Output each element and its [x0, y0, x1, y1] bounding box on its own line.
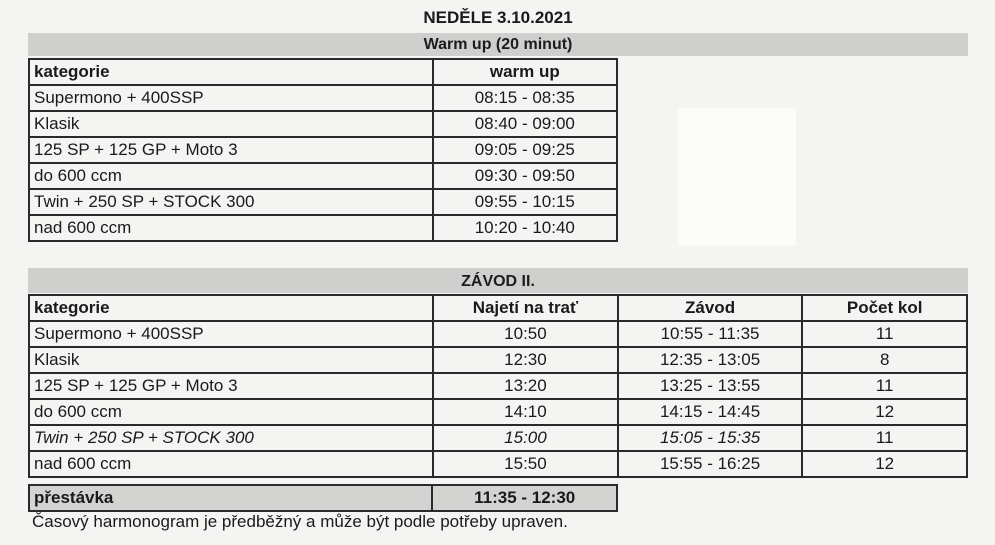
warmup-header-time: warm up	[433, 59, 617, 85]
laps-cell: 8	[802, 347, 967, 373]
break-time: 11:35 - 12:30	[432, 485, 617, 511]
category-cell: Supermono + 400SSP	[29, 321, 433, 347]
track-entry-cell: 13:20	[433, 373, 618, 399]
time-cell: 10:20 - 10:40	[433, 215, 617, 241]
time-cell: 08:40 - 09:00	[433, 111, 617, 137]
race-time-cell: 12:35 - 13:05	[618, 347, 803, 373]
footer-note: Časový harmonogram je předběžný a může být podle potřeby upraven.	[32, 512, 568, 531]
category-cell: do 600 ccm	[29, 399, 433, 425]
category-cell: do 600 ccm	[29, 163, 433, 189]
table-row	[29, 163, 617, 189]
table-row	[29, 111, 617, 137]
time-cell: 09:55 - 10:15	[433, 189, 617, 215]
table-row	[29, 425, 967, 451]
race-header-row	[29, 295, 967, 321]
track-entry-cell: 15:50	[433, 451, 618, 477]
race-time-cell: 14:15 - 14:45	[618, 399, 803, 425]
category-cell: nad 600 ccm	[29, 451, 433, 477]
track-entry-cell: 10:50	[433, 321, 618, 347]
warmup-header-category: kategorie	[29, 59, 433, 85]
track-entry-cell: 15:00	[433, 425, 618, 451]
break-row	[29, 485, 617, 511]
category-cell: 125 SP + 125 GP + Moto 3	[29, 137, 433, 163]
laps-cell: 11	[802, 321, 967, 347]
race-table	[28, 294, 968, 478]
laps-cell: 11	[802, 373, 967, 399]
track-entry-cell: 12:30	[433, 347, 618, 373]
laps-cell: 12	[802, 399, 967, 425]
category-cell: nad 600 ccm	[29, 215, 433, 241]
day-title: NEDĚLE 3.10.2021	[423, 8, 573, 27]
time-cell: 08:15 - 08:35	[433, 85, 617, 111]
break-label: přestávka	[29, 485, 432, 511]
race-time-cell: 13:25 - 13:55	[618, 373, 803, 399]
time-cell: 09:05 - 09:25	[433, 137, 617, 163]
race-time-cell: 15:05 - 15:35	[618, 425, 803, 451]
table-row	[29, 399, 967, 425]
category-cell: Twin + 250 SP + STOCK 300	[29, 425, 433, 451]
category-cell: 125 SP + 125 GP + Moto 3	[29, 373, 433, 399]
warmup-table	[28, 58, 618, 242]
category-cell: Klasik	[29, 111, 433, 137]
warmup-band: Warm up (20 minut)	[28, 33, 968, 56]
table-row	[29, 215, 617, 241]
race-header-track-entry: Najetí na trať	[433, 295, 618, 321]
blank-patch	[678, 108, 796, 246]
race-time-cell: 15:55 - 16:25	[618, 451, 803, 477]
track-entry-cell: 14:10	[433, 399, 618, 425]
category-cell: Klasik	[29, 347, 433, 373]
table-row	[29, 189, 617, 215]
race-time-cell: 10:55 - 11:35	[618, 321, 803, 347]
laps-cell: 11	[802, 425, 967, 451]
table-row	[29, 373, 967, 399]
category-cell: Twin + 250 SP + STOCK 300	[29, 189, 433, 215]
table-row	[29, 451, 967, 477]
race-header-race: Závod	[618, 295, 803, 321]
race-band: ZÁVOD II.	[28, 268, 968, 293]
break-table	[28, 484, 618, 512]
category-cell: Supermono + 400SSP	[29, 85, 433, 111]
warmup-header-row	[29, 59, 617, 85]
race-header-laps: Počet kol	[802, 295, 967, 321]
table-row	[29, 321, 967, 347]
table-row	[29, 137, 617, 163]
time-cell: 09:30 - 09:50	[433, 163, 617, 189]
race-header-category: kategorie	[29, 295, 433, 321]
laps-cell: 12	[802, 451, 967, 477]
table-row	[29, 347, 967, 373]
table-row	[29, 85, 617, 111]
